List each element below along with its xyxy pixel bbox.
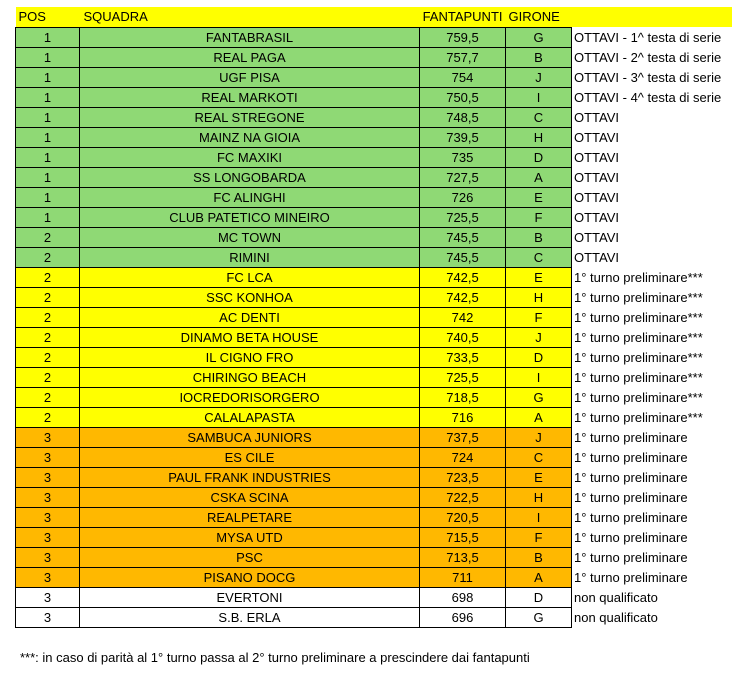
cell-pos: 1 <box>16 67 80 87</box>
cell-points: 757,7 <box>420 47 506 67</box>
table-row <box>16 347 732 367</box>
cell-points: 720,5 <box>420 507 506 527</box>
cell-note: 1° turno preliminare*** <box>574 369 703 385</box>
cell-note: OTTAVI <box>574 229 620 245</box>
cell-pos: 1 <box>16 27 80 47</box>
header-girone: GIRONE <box>506 7 572 27</box>
cell-pos: 3 <box>16 547 80 567</box>
cell-group: H <box>506 487 572 507</box>
cell-pos: 2 <box>16 287 80 307</box>
cell-note: 1° turno preliminare*** <box>574 409 703 425</box>
cell-points: 698 <box>420 587 506 607</box>
cell-pos: 2 <box>16 247 80 267</box>
table-row <box>16 67 732 87</box>
cell-team: SSC KONHOA <box>80 287 420 307</box>
header-fantapunti: FANTAPUNTI <box>420 7 506 27</box>
cell-note: OTTAVI <box>574 129 620 145</box>
cell-team: SAMBUCA JUNIORS <box>80 427 420 447</box>
cell-team: REALPETARE <box>80 507 420 527</box>
table-row <box>16 87 732 107</box>
standings-table <box>15 7 732 628</box>
cell-note: 1° turno preliminare <box>574 429 688 445</box>
cell-pos: 3 <box>16 567 80 587</box>
cell-team: AC DENTI <box>80 307 420 327</box>
footnote: ***: in caso di parità al 1° turno passa al 2° turno preliminare a prescindere dai fantapunti <box>20 650 530 665</box>
cell-group: G <box>506 387 572 407</box>
cell-team: REAL PAGA <box>80 47 420 67</box>
cell-points: 711 <box>420 567 506 587</box>
cell-group: I <box>506 367 572 387</box>
cell-note: 1° turno preliminare*** <box>574 349 703 365</box>
table-row <box>16 567 732 587</box>
cell-team: MC TOWN <box>80 227 420 247</box>
cell-group: E <box>506 467 572 487</box>
cell-note: OTTAVI <box>574 189 620 205</box>
cell-points: 742,5 <box>420 267 506 287</box>
cell-group: J <box>506 327 572 347</box>
cell-points: 733,5 <box>420 347 506 367</box>
table-row <box>16 267 732 287</box>
cell-group: F <box>506 207 572 227</box>
cell-team: FC LCA <box>80 267 420 287</box>
cell-note: OTTAVI - 1^ testa di serie <box>574 29 722 45</box>
table-row <box>16 507 732 527</box>
cell-team: CHIRINGO BEACH <box>80 367 420 387</box>
table-row <box>16 387 732 407</box>
cell-note: 1° turno preliminare <box>574 569 688 585</box>
cell-points: 737,5 <box>420 427 506 447</box>
cell-group: H <box>506 127 572 147</box>
table-row <box>16 427 732 447</box>
cell-pos: 1 <box>16 187 80 207</box>
cell-note: OTTAVI <box>574 209 620 225</box>
cell-group: B <box>506 547 572 567</box>
table-row <box>16 547 732 567</box>
cell-points: 722,5 <box>420 487 506 507</box>
cell-group: E <box>506 267 572 287</box>
table-row <box>16 407 732 427</box>
table-row <box>16 127 732 147</box>
cell-group: D <box>506 147 572 167</box>
cell-points: 742,5 <box>420 287 506 307</box>
cell-team: EVERTONI <box>80 587 420 607</box>
cell-group: J <box>506 67 572 87</box>
cell-note: 1° turno preliminare*** <box>574 329 703 345</box>
cell-pos: 3 <box>16 587 80 607</box>
cell-group: I <box>506 507 572 527</box>
cell-points: 739,5 <box>420 127 506 147</box>
cell-pos: 2 <box>16 307 80 327</box>
cell-pos: 3 <box>16 507 80 527</box>
cell-team: IL CIGNO FRO <box>80 347 420 367</box>
cell-points: 725,5 <box>420 207 506 227</box>
cell-points: 696 <box>420 607 506 627</box>
cell-team: FC MAXIKI <box>80 147 420 167</box>
table-row <box>16 167 732 187</box>
cell-pos: 2 <box>16 367 80 387</box>
table-row <box>16 587 732 607</box>
cell-group: A <box>506 567 572 587</box>
cell-points: 724 <box>420 447 506 467</box>
cell-note: OTTAVI <box>574 169 620 185</box>
cell-team: REAL MARKOTI <box>80 87 420 107</box>
cell-points: 750,5 <box>420 87 506 107</box>
table-row <box>16 367 732 387</box>
header-pos: POS <box>16 7 80 27</box>
cell-team: DINAMO BETA HOUSE <box>80 327 420 347</box>
cell-pos: 2 <box>16 407 80 427</box>
cell-team: REAL STREGONE <box>80 107 420 127</box>
table-row <box>16 107 732 127</box>
cell-group: C <box>506 247 572 267</box>
cell-points: 726 <box>420 187 506 207</box>
table-row <box>16 327 732 347</box>
header-row <box>16 7 732 27</box>
cell-note: 1° turno preliminare*** <box>574 269 703 285</box>
table-row <box>16 527 732 547</box>
cell-team: S.B. ERLA <box>80 607 420 627</box>
cell-note: 1° turno preliminare <box>574 509 688 525</box>
cell-pos: 3 <box>16 487 80 507</box>
cell-note: non qualificato <box>574 609 658 625</box>
cell-note: OTTAVI - 2^ testa di serie <box>574 49 722 65</box>
cell-team: FC ALINGHI <box>80 187 420 207</box>
cell-group: E <box>506 187 572 207</box>
cell-group: C <box>506 107 572 127</box>
cell-team: CSKA SCINA <box>80 487 420 507</box>
table-row <box>16 467 732 487</box>
cell-pos: 1 <box>16 207 80 227</box>
cell-team: MYSA UTD <box>80 527 420 547</box>
cell-points: 748,5 <box>420 107 506 127</box>
header-note-blank <box>572 7 732 27</box>
cell-team: ES CILE <box>80 447 420 467</box>
table-row <box>16 247 732 267</box>
cell-team: PAUL FRANK INDUSTRIES <box>80 467 420 487</box>
cell-points: 716 <box>420 407 506 427</box>
cell-points: 718,5 <box>420 387 506 407</box>
cell-note: 1° turno preliminare*** <box>574 289 703 305</box>
cell-points: 754 <box>420 67 506 87</box>
cell-note: 1° turno preliminare <box>574 489 688 505</box>
cell-team: CLUB PATETICO MINEIRO <box>80 207 420 227</box>
cell-group: B <box>506 47 572 67</box>
cell-group: J <box>506 427 572 447</box>
cell-points: 715,5 <box>420 527 506 547</box>
cell-pos: 3 <box>16 467 80 487</box>
cell-points: 759,5 <box>420 27 506 47</box>
cell-group: H <box>506 287 572 307</box>
cell-points: 713,5 <box>420 547 506 567</box>
cell-pos: 1 <box>16 107 80 127</box>
cell-points: 727,5 <box>420 167 506 187</box>
cell-pos: 1 <box>16 87 80 107</box>
table-row <box>16 187 732 207</box>
cell-note: OTTAVI <box>574 249 620 265</box>
cell-note: 1° turno preliminare <box>574 529 688 545</box>
cell-group: I <box>506 87 572 107</box>
cell-note: 1° turno preliminare <box>574 549 688 565</box>
cell-note: OTTAVI <box>574 149 620 165</box>
cell-group: G <box>506 27 572 47</box>
table-row <box>16 447 732 467</box>
cell-team: IOCREDORISORGERO <box>80 387 420 407</box>
cell-note: 1° turno preliminare*** <box>574 309 703 325</box>
cell-note: OTTAVI - 3^ testa di serie <box>574 69 722 85</box>
cell-pos: 2 <box>16 387 80 407</box>
cell-group: A <box>506 407 572 427</box>
cell-pos: 1 <box>16 127 80 147</box>
cell-pos: 3 <box>16 527 80 547</box>
table-row <box>16 607 732 627</box>
cell-team: FANTABRASIL <box>80 27 420 47</box>
cell-group: D <box>506 587 572 607</box>
cell-group: C <box>506 447 572 467</box>
cell-points: 745,5 <box>420 227 506 247</box>
cell-team: SS LONGOBARDA <box>80 167 420 187</box>
cell-note: OTTAVI - 4^ testa di serie <box>574 89 722 105</box>
table-row <box>16 307 732 327</box>
cell-group: F <box>506 307 572 327</box>
cell-group: F <box>506 527 572 547</box>
cell-team: PISANO DOCG <box>80 567 420 587</box>
table-row <box>16 487 732 507</box>
cell-pos: 1 <box>16 147 80 167</box>
cell-points: 723,5 <box>420 467 506 487</box>
cell-note: 1° turno preliminare <box>574 449 688 465</box>
cell-group: G <box>506 607 572 627</box>
table-row <box>16 287 732 307</box>
cell-points: 745,5 <box>420 247 506 267</box>
table-row <box>16 27 732 47</box>
cell-group: A <box>506 167 572 187</box>
cell-pos: 2 <box>16 227 80 247</box>
cell-points: 742 <box>420 307 506 327</box>
cell-pos: 2 <box>16 347 80 367</box>
cell-group: B <box>506 227 572 247</box>
cell-pos: 3 <box>16 427 80 447</box>
cell-team: CALALAPASTA <box>80 407 420 427</box>
cell-note: OTTAVI <box>574 109 620 125</box>
cell-team: PSC <box>80 547 420 567</box>
table-row <box>16 207 732 227</box>
cell-points: 735 <box>420 147 506 167</box>
cell-group: D <box>506 347 572 367</box>
cell-pos: 2 <box>16 267 80 287</box>
cell-team: RIMINI <box>80 247 420 267</box>
cell-note: non qualificato <box>574 589 658 605</box>
table-row <box>16 147 732 167</box>
cell-note: 1° turno preliminare*** <box>574 389 703 405</box>
header-squadra: SQUADRA <box>80 7 420 27</box>
cell-points: 740,5 <box>420 327 506 347</box>
cell-pos: 1 <box>16 167 80 187</box>
cell-pos: 1 <box>16 47 80 67</box>
cell-pos: 3 <box>16 447 80 467</box>
cell-pos: 3 <box>16 607 80 627</box>
cell-note: 1° turno preliminare <box>574 469 688 485</box>
cell-pos: 2 <box>16 327 80 347</box>
cell-team: MAINZ NA GIOIA <box>80 127 420 147</box>
table-row <box>16 227 732 247</box>
cell-team: UGF PISA <box>80 67 420 87</box>
cell-points: 725,5 <box>420 367 506 387</box>
table-row <box>16 47 732 67</box>
